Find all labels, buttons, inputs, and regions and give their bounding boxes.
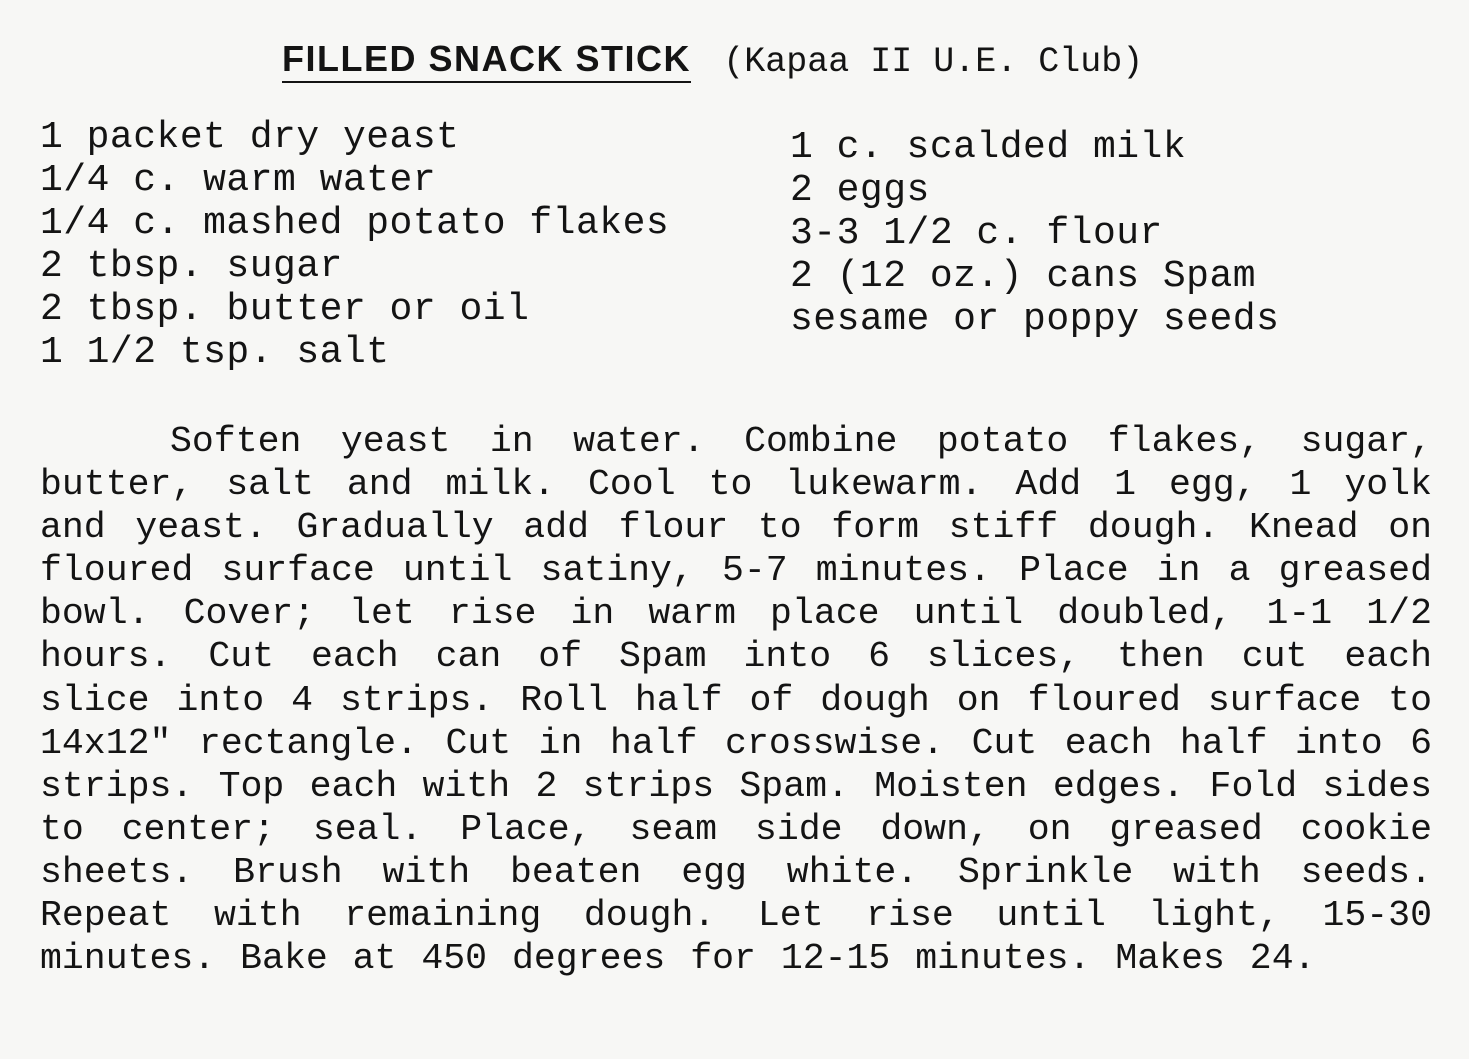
ingredient-item: 1 c. scalded milk: [790, 126, 1187, 169]
ingredient-item: 2 tbsp. sugar: [40, 245, 343, 288]
ingredients-left-column: [40, 116, 740, 374]
ingredient-item: 3-3 1/2 c. flour: [790, 212, 1163, 255]
ingredient-item: 1 packet dry yeast: [40, 116, 460, 159]
ingredients-right-column: [790, 126, 1440, 341]
ingredient-item: 1 1/2 tsp. salt: [40, 331, 390, 374]
ingredient-item: sesame or poppy seeds: [790, 298, 1280, 341]
recipe-source: (Kapaa II U.E. Club): [723, 42, 1144, 82]
ingredient-item: 2 (12 oz.) cans Spam: [790, 255, 1257, 298]
ingredient-item: 2 eggs: [790, 169, 930, 212]
ingredient-item: 1/4 c. warm water: [40, 159, 437, 202]
recipe-instructions: Soften yeast in water. Combine potato flakes, sugar, butter, salt and milk. Cool to lukewarm. Add 1 egg, 1 yolk and yeast. Gradually add flour to form stiff dough. Knead on floured surface until satiny, 5-7 minutes. Place in a greased bowl. Cover; let rise in warm place until doubled, 1-1 1/2 hours. Cut each can of Spam into 6 slices, then cut each slice into 4 strips. Roll half of dough on floured surface to 14x12" rectangle. Cut in half crosswise. Cut each half into 6 strips. Top each with 2 strips Spam. Moisten edges. Fold sides to center; seal. Place, seam side down, on greased cookie sheets. Brush with beaten egg white. Sprinkle with seeds. Repeat with remaining dough. Let rise until light, 15-30 minutes. Bake at 450 degrees for 12-15 minutes. Makes 24.: [40, 421, 1432, 980]
ingredient-item: 1/4 c. mashed potato flakes: [40, 202, 670, 245]
ingredient-item: 2 tbsp. butter or oil: [40, 288, 530, 331]
recipe-title: [282, 36, 1143, 85]
recipe-name: FILLED SNACK STICK: [282, 38, 691, 83]
